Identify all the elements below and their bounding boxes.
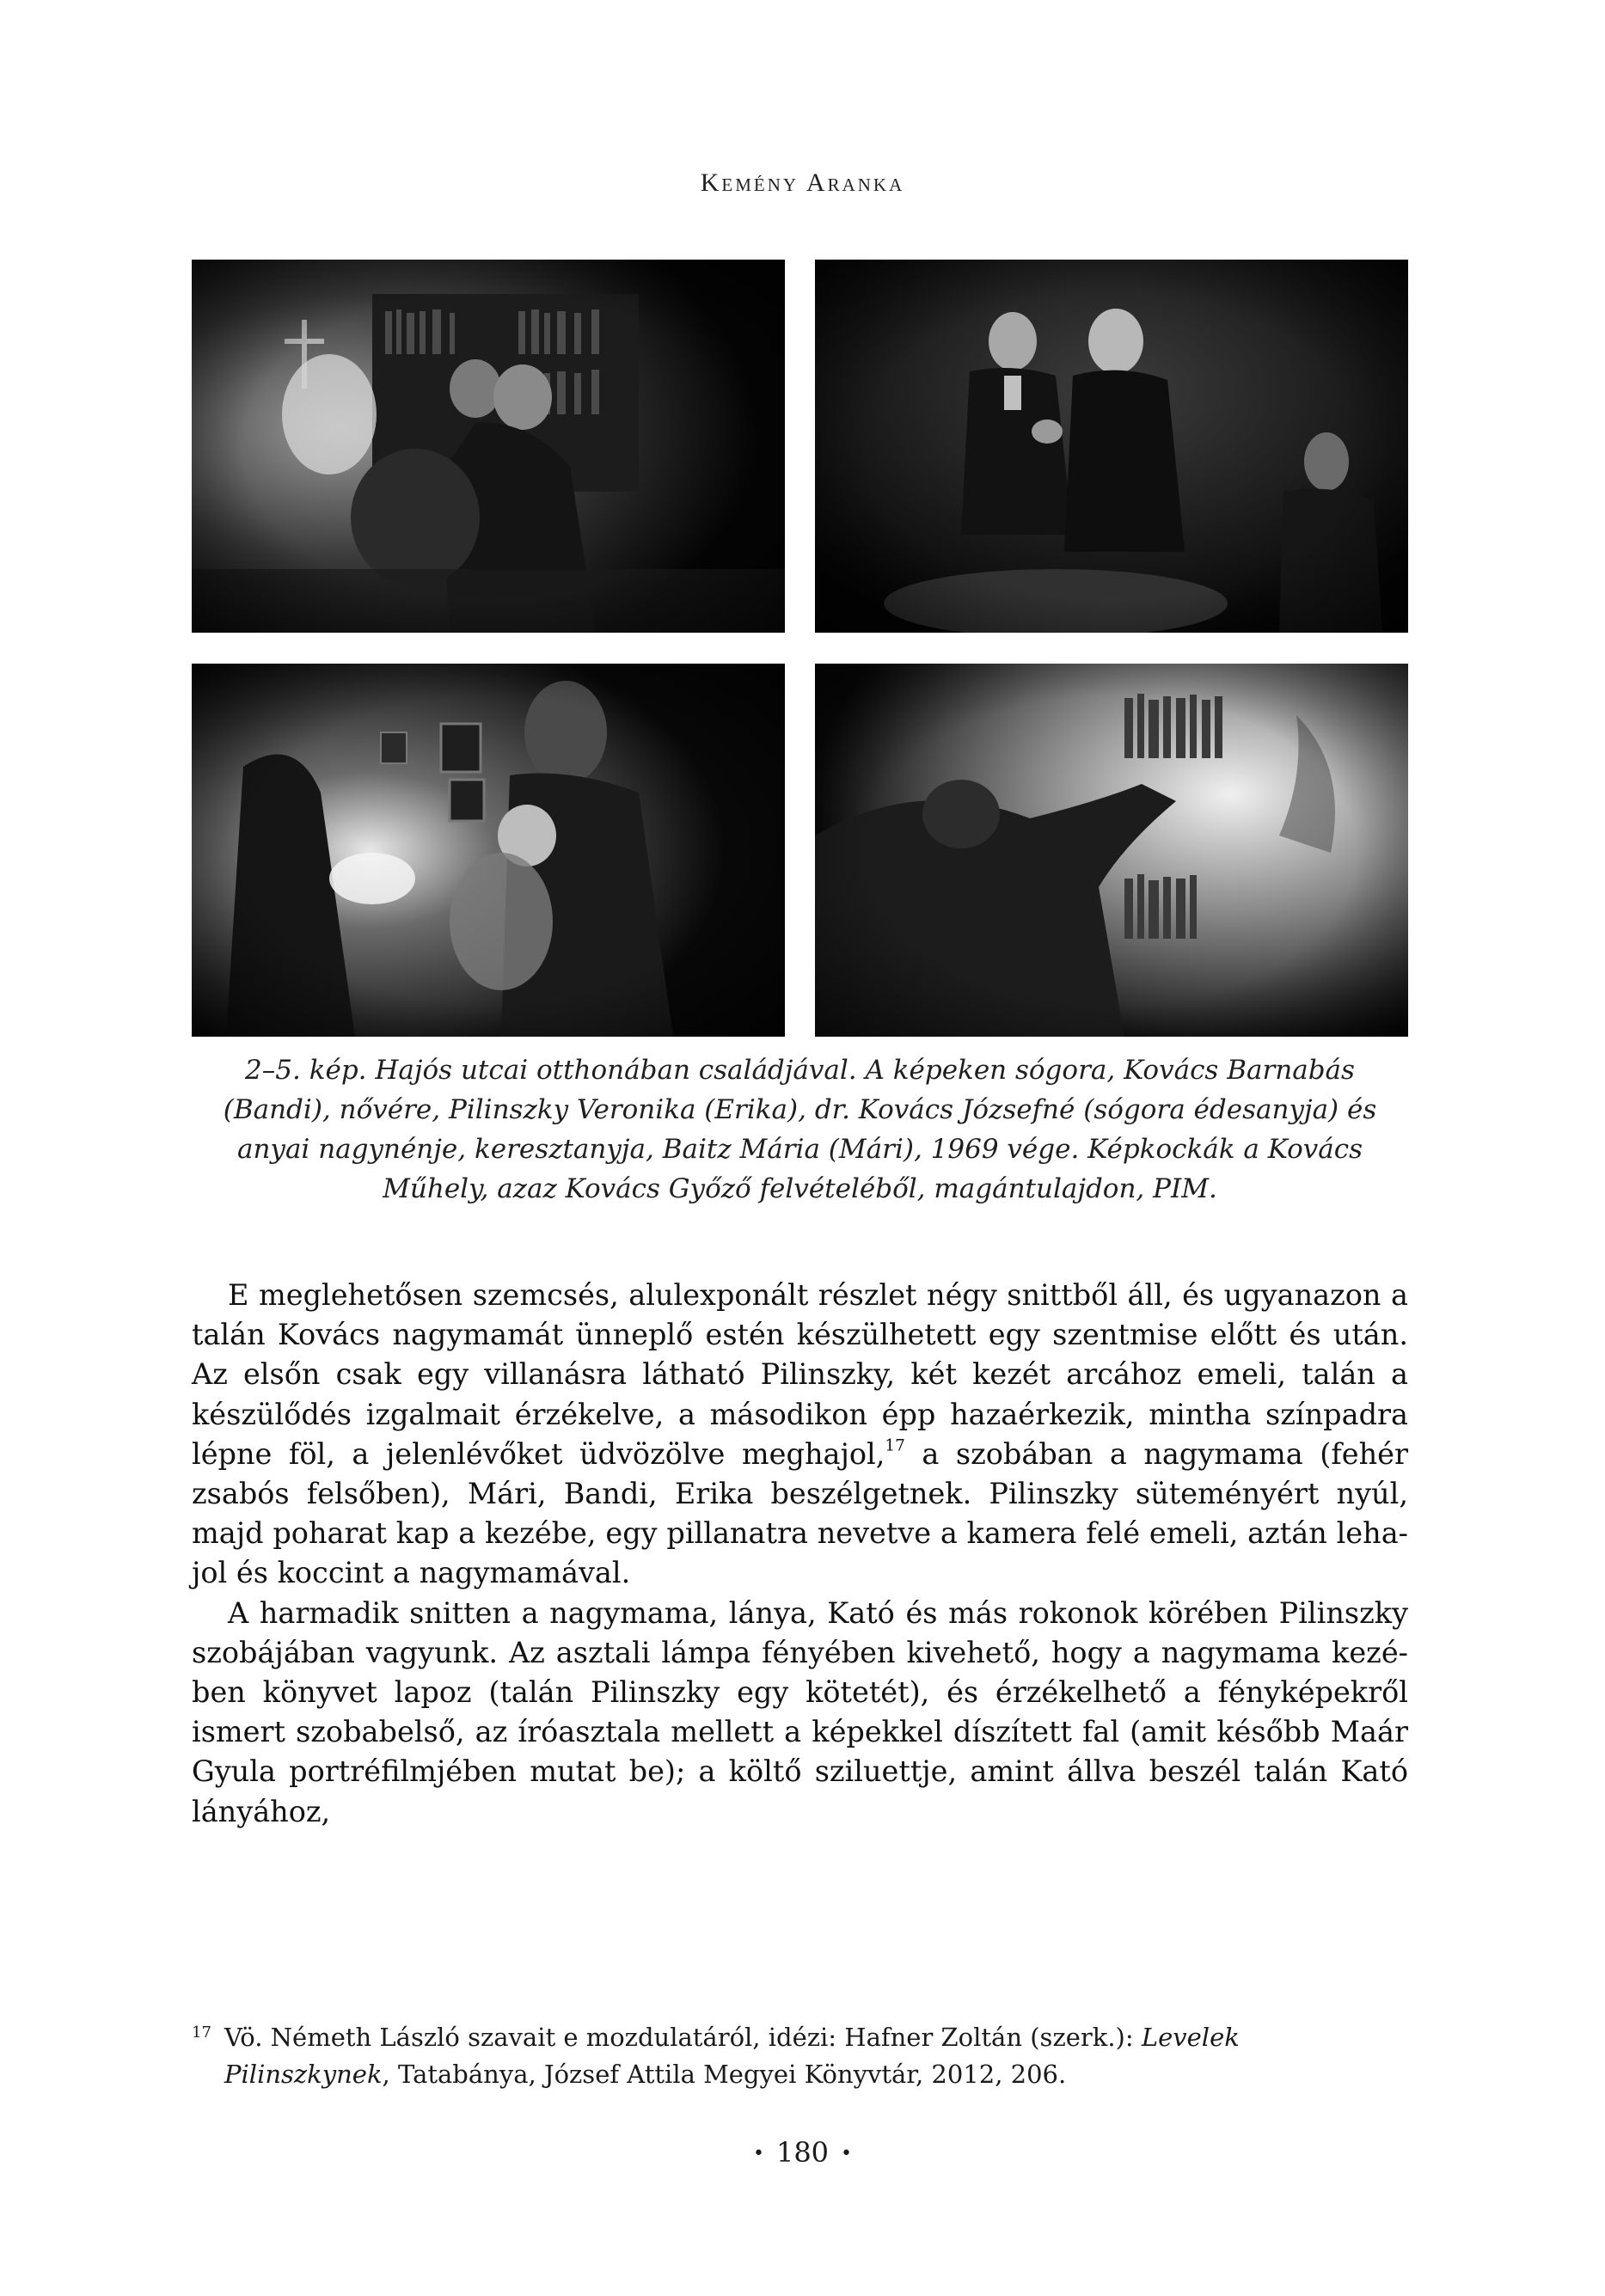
paragraph-1-text-b: a szobában a nagymama (fehér zsabós felsőben), Mári, Bandi, Erika beszélgetnek. Pilinszky süteményért nyúl, majd poharat kap a kezébe, egy pillanatra nevetve a kamera felé emeli, aztán lehajol és koccint a nagymamával. — [192, 1436, 1408, 1590]
paragraph-2: A harmadik snitten a nagymama, lánya, Kató és más rokonok körében Pilinszky szobájában vagyunk. Az asztali lámpa fényében kivehető, hogy a nagymama kezében könyvet lapoz (talán Pilinszky egy kötetét), és érzékelhető a fényképekről ismert szobabelső, az íróasztala mellett a képekkel díszített fal (amit később Maár Gyula portréfilmjében mutat be); a költő sziluettje, amint állva beszél talán Kató lányához, — [192, 1595, 1408, 1828]
film-still-4-image — [815, 664, 1408, 1037]
footnote-text-b: , Tatabánya, József Attila Megyei Könyvtár, 2012, 206. — [382, 2060, 1067, 2089]
film-still-3 — [192, 664, 785, 1037]
paragraph-1 — [192, 1276, 1408, 1594]
paragraph-1-text-a: E meglehetősen szemcsés, alulexponált részlet négy snittből áll, és ugyanazon a talán Kovács nagymamát ünneplő estén készülhetett egy szentmise előtt és után. Az elsőn csak egy villanásra látható Pilinszky, két kezét arcához emeli, talán a készülődés izgalmait érzékelve, a másodikon épp hazaérkezik, mintha színpadra lépne föl, a jelenlévőket üdvözölve meghajol, — [192, 1278, 1408, 1471]
page-number — [0, 2136, 1605, 2169]
film-still-4 — [815, 664, 1408, 1037]
figure-caption: 2–5. kép. Hajós utcai otthonában családjával. A képeken sógora, Kovács Barnabás (Bandi), nővére, Pilinszky Veronika (Erika), dr. Kovács Józsefné (sógora édesanyja) és anyai nagynénje, keresztanyja, Baitz Mária (Mári), 1969 vége. Képkockák a Kovács Műhely, azaz Kovács Győző felvételéből, magántulajdon, PIM. — [223, 1055, 1377, 1204]
page-number-value: 180 — [775, 2136, 830, 2169]
footnote-number: 17 — [192, 2024, 211, 2042]
running-head: Kemény Aranka — [700, 168, 905, 197]
film-still-3-image — [192, 664, 785, 1037]
film-still-1-image — [192, 260, 785, 633]
footnote — [192, 2019, 1408, 2093]
footnote-title: Levelek Pilinszkynek — [224, 2023, 1240, 2089]
film-still-2 — [815, 260, 1408, 633]
folio-bullet-right: • — [841, 2143, 853, 2164]
film-still-2-image — [815, 260, 1408, 633]
folio-bullet-left: • — [752, 2143, 764, 2164]
body-text — [192, 1276, 1408, 1832]
footnote-text — [224, 2019, 1408, 2093]
footnote-text-a: Vö. Németh László szavait e mozdulatáról, idézi: Hafner Zoltán (szerk.): — [224, 2023, 1142, 2052]
film-still-1 — [192, 260, 785, 633]
footnote-reference[interactable]: 17 — [885, 1436, 905, 1455]
